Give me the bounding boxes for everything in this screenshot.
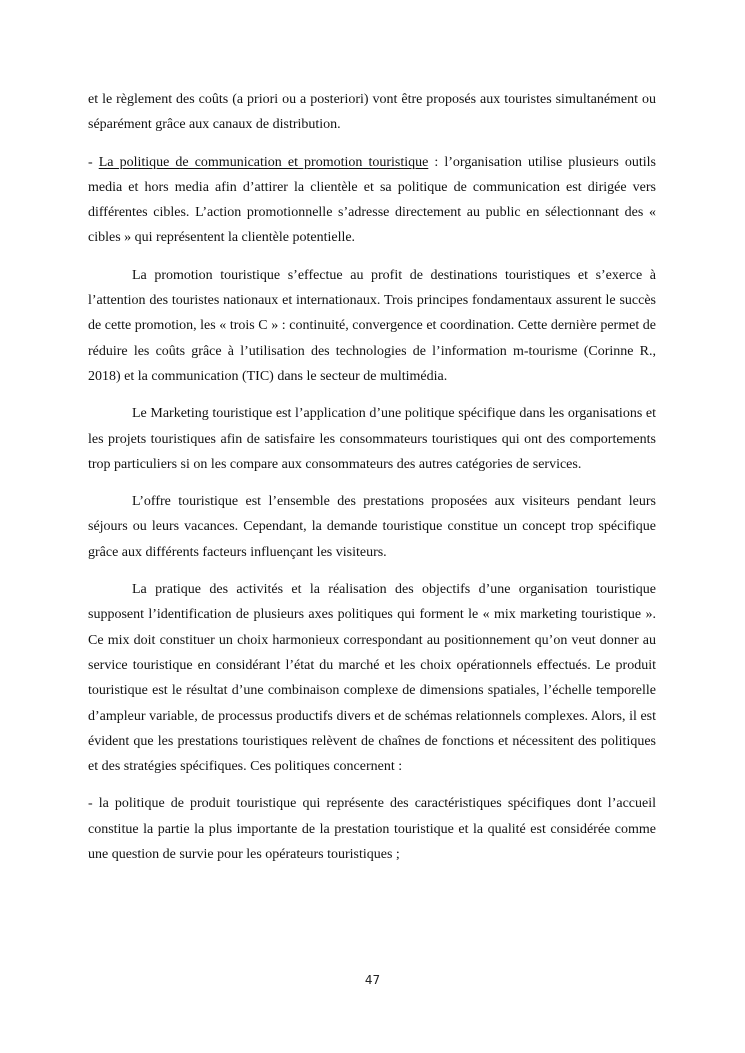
- list-dash: -: [88, 154, 99, 170]
- paragraph-distribution: et le règlement des coûts (a priori ou a posteriori) vont être proposés aux touristes simultanément ou séparément grâce aux canaux de distribution.: [88, 92, 656, 133]
- paragraph-offre: L’offre touristique est l’ensemble des prestations proposées aux visiteurs pendant leurs séjours ou leurs vacances. Cependant, la demande touristique constitue un concept trop spécifique grâce aux différents facteurs influençant les visiteurs.: [88, 494, 656, 560]
- paragraph-mix-marketing: La pratique des activités et la réalisation des objectifs d’une organisation touristique supposent l’identification de plusieurs axes politiques qui forment le « mix marketing touristique ». Ce mix doit constituer un choix harmonieux correspondant au positionnement qu’on veut donner au service touristique en considérant l’état du marché et les choix opérationnels effectués. Le produit touristique est le résultat d’une combinaison complexe de dimensions spatiales, l’échelle temporelle d’ampleur variable, de processus productifs divers et de schémas relationnels complexes. Alors, il est évident que les prestations touristiques relèvent de chaînes de fonctions et nécessitent des politiques et des stratégies spécifiques. Ces politiques concernent :: [88, 582, 656, 775]
- body-text: [88, 87, 656, 879]
- paragraph-promotion: La promotion touristique s’effectue au profit de destinations touristiques et s’exerce à l’attention des touristes nationaux et internationaux. Trois principes fondamentaux assurent le succès de cette promotion, les « trois C » : continuité, convergence et coordination. Cette dernière permet de réduire les coûts grâce à l’utilisation des technologies de l’information m-tourisme (Corinne R., 2018) et la communication (TIC) dans le secteur de multimédia.: [88, 267, 656, 384]
- page-number: 47: [364, 973, 381, 987]
- paragraph-marketing: Le Marketing touristique est l’application d’une politique spécifique dans les organisations et les projets touristiques afin de satisfaire les consommateurs touristiques qui ont des comportements trop particuliers si on les compare aux consommateurs des autres catégories de services.: [88, 406, 656, 472]
- paragraph-product-policy: - la politique de produit touristique qui représente des caractéristiques spécifiques dont l’accueil constitue la partie la plus importante de la prestation touristique et la qualité est considérée comme une question de survie pour les opérateurs touristiques ;: [88, 796, 656, 863]
- section-heading-communication: La politique de communication et promotion touristique: [98, 154, 429, 170]
- paragraph-communication-policy: [88, 150, 656, 251]
- communication-policy-text: : l’organisation utilise plusieurs outils media et hors media afin d’attirer la clientèle et sa politique de communication est dirigée vers différentes cibles. L’action promotionnelle s’adresse directement au public en sélectionnant des « cibles » qui représentent la clientèle potentielle.: [88, 154, 656, 246]
